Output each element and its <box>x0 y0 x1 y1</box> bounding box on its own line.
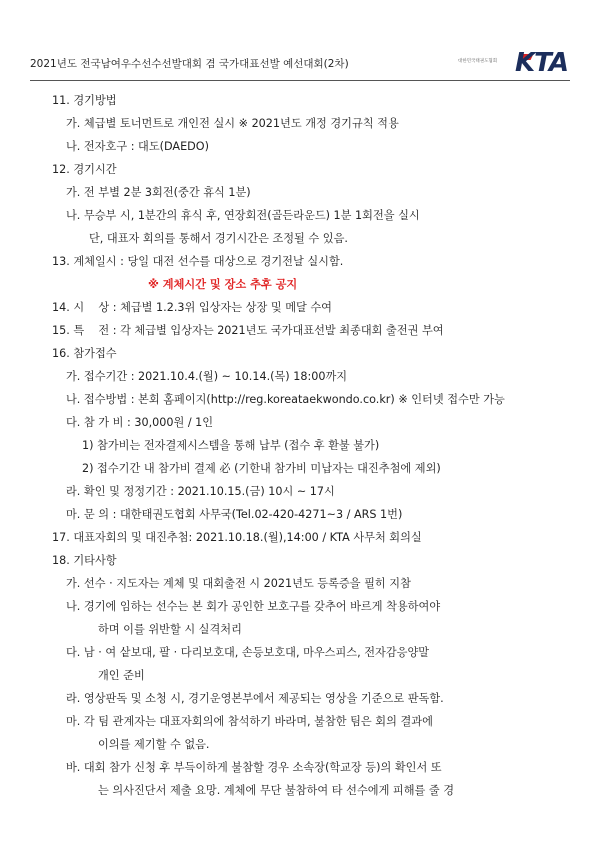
document-line: 이의를 제기할 수 없음. <box>98 738 210 751</box>
document-line: 가. 접수기간 : 2021.10.4.(월) ~ 10.14.(목) 18:00까지 <box>66 370 348 383</box>
document-line: 다. 참 가 비 : 30,000원 / 1인 <box>66 416 214 429</box>
document-line: 16. 참가접수 <box>52 347 117 360</box>
document-line: 가. 체급별 토너먼트로 개인전 실시 ※ 2021년도 개정 경기규칙 적용 <box>66 117 399 130</box>
logo-subtitle: 대한민국태권도협회 <box>458 59 498 64</box>
document-line: 14. 시 상 : 체급별 1.2.3위 입상자는 상장 및 메달 수여 <box>52 301 332 314</box>
document-line: 1) 참가비는 전자결제시스템을 통해 납부 (접수 후 환불 불가) <box>82 439 380 452</box>
document-line: 단, 대표자 회의를 통해서 경기시간은 조정될 수 있음. <box>89 232 348 245</box>
document-line: 나. 무승부 시, 1분간의 휴식 후, 연장회전(골든라운드) 1분 1회전을 실시 <box>66 209 420 222</box>
document-line: 라. 영상판독 및 소청 시, 경기운영본부에서 제공되는 영상을 기준으로 판독함. <box>66 692 444 705</box>
document-header <box>30 50 570 78</box>
document-line: 15. 특 전 : 각 체급별 입상자는 2021년도 국가대표선발 최종대회 출전권 부여 <box>52 324 444 337</box>
document-line: 12. 경기시간 <box>52 163 117 176</box>
kta-logo <box>458 50 568 78</box>
document-line: 하며 이를 위반할 시 실격처리 <box>98 623 242 636</box>
document-line: 나. 접수방법 : 본회 홈페이지(http://reg.koreataekwondo.co.kr) ※ 인터넷 접수만 가능 <box>66 393 505 406</box>
notice-line: ※ 계체시간 및 장소 추후 공지 <box>148 278 298 291</box>
document-line: 17. 대표자회의 및 대진추첨: 2021.10.18.(월),14:00 / KTA 사무처 회의실 <box>52 531 422 544</box>
document-line: 가. 전 부별 2분 3회전(중간 휴식 1분) <box>66 186 251 199</box>
document-line: 는 의사진단서 제출 요망. 계체에 무단 불참하여 타 선수에게 피해를 줄 경 <box>98 784 455 797</box>
document-line: 2) 접수기간 내 참가비 결제 必 (기한내 참가비 미납자는 대진추첨에 제외) <box>82 462 441 475</box>
document-line: 18. 기타사항 <box>52 554 117 567</box>
header-divider <box>30 80 570 81</box>
document-line: 나. 경기에 임하는 선수는 본 회가 공인한 보호구를 갖추어 바르게 착용하여야 <box>66 600 441 613</box>
document-line: 라. 확인 및 정정기간 : 2021.10.15.(금) 10시 ~ 17시 <box>66 485 335 498</box>
header-title: 2021년도 전국남여우수선수선발대회 겸 국가대표선발 예선대회(2차) <box>30 58 349 70</box>
document-line: 13. 계체일시 : 당일 대전 선수를 대상으로 경기전날 실시함. <box>52 255 344 268</box>
document-line: 마. 문 의 : 대한태권도협회 사무국(Tel.02-420-4271~3 / ARS 1번) <box>66 508 403 521</box>
document-line: 나. 전자호구 : 대도(DAEDO) <box>66 140 209 153</box>
document-line: 11. 경기방법 <box>52 94 117 107</box>
document-line: 개인 준비 <box>98 669 145 682</box>
document-line: 가. 선수 · 지도자는 계체 및 대회출전 시 2021년도 등록증을 필히 지참 <box>66 577 411 590</box>
document-line: 마. 각 팀 관계자는 대표자회의에 참석하기 바라며, 불참한 팀은 회의 결과에 <box>66 715 433 728</box>
logo-text: KTA <box>515 48 568 78</box>
document-line: 다. 남 · 여 샅보대, 팔 · 다리보호대, 손등보호대, 마우스피스, 전자감응양말 <box>66 646 430 659</box>
document-line: 바. 대회 참가 신청 후 부득이하게 불참할 경우 소속장(학교장 등)의 확인서 또 <box>66 761 442 774</box>
